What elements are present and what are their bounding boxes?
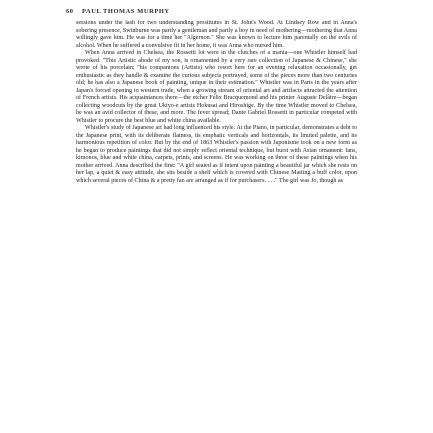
running-head <box>66 7 386 17</box>
paragraph: When Anna arrived in Chelsea, the Rossetti lot were in the clutches of a mania—one Whistler himself had provoked. "This Artistic abode of my son, is ornamented by a very rare collection of Japanese & Chinese," she wrote of his porcelain; "his companions (Artists) who resort here for an evening relaxation occasionally, get enthusiastic as they handle & examine the curious subjects portrayed, some of the pieces more than two centuries old; he has also a Japanese book of painting, unique in their estimation." Whistler was in Paris in the years after Japan's forced opening to western trade, when a growing stream of oriental art and artifacts attracted the attention of French artists. His acquaintances there—the etcher Félix Bracquemond and his printer Auguste Delâtre—began collecting woodcuts by the great Ukiyo-e artists Hokusai and Hiroshige. By the time Whistler moved to Chelsea, he was an avid collector of these, and more. The fever spread; Dante Gabriel Rossetti in particular competed with Whistler to procure the best blue and white china available. <box>76 50 357 124</box>
paragraph: sessions under the lash for two understanding prostitutes in St. John's Wood. At Lindsey Row and in Anna's sobering presence, Swinburne was partly a gentleman and partly a boy in need of mothering—mothering that Anna willingly gave him. He was for a time her "Algernon." She was known to lecture him parentally on the evils of alcohol. When he suffered a convulsive fit in her home, it was Anna who nursed him. <box>76 20 357 49</box>
paragraph: Whistler's study of Japanese art had long influenced his style. At the Piano, in particular, demonstrates a debt to the Japanese print, with its deliberate flatness, its emphatic verticals and horizontals, its limited palette, and its harmonious repetition of color. But by the end of 1863 Whistler's passion with Japonisme took on a new form as he began to produce paintings that did not simply reflect oriental technique, but burst with Asian ornament: fans, kimonos, blue and white china, carpets, prints, and screens. He was working on three of these paintings when his mother arrived. Anna described the first: "A girl seated as if intent upon painting a beautiful jar which she rests on her lap, a quiet & easy attitude, she sits beside a shelf which is covered with Chinese Matting a buff color, upon which several pieces of China & a pretty fan are arranged as if for purchasers. . . ." The girl was Jo, though as <box>76 125 357 184</box>
page-number: 60 <box>66 8 74 15</box>
running-title: PAUL THOMAS MURPHY <box>82 8 170 15</box>
body-text <box>76 20 357 430</box>
